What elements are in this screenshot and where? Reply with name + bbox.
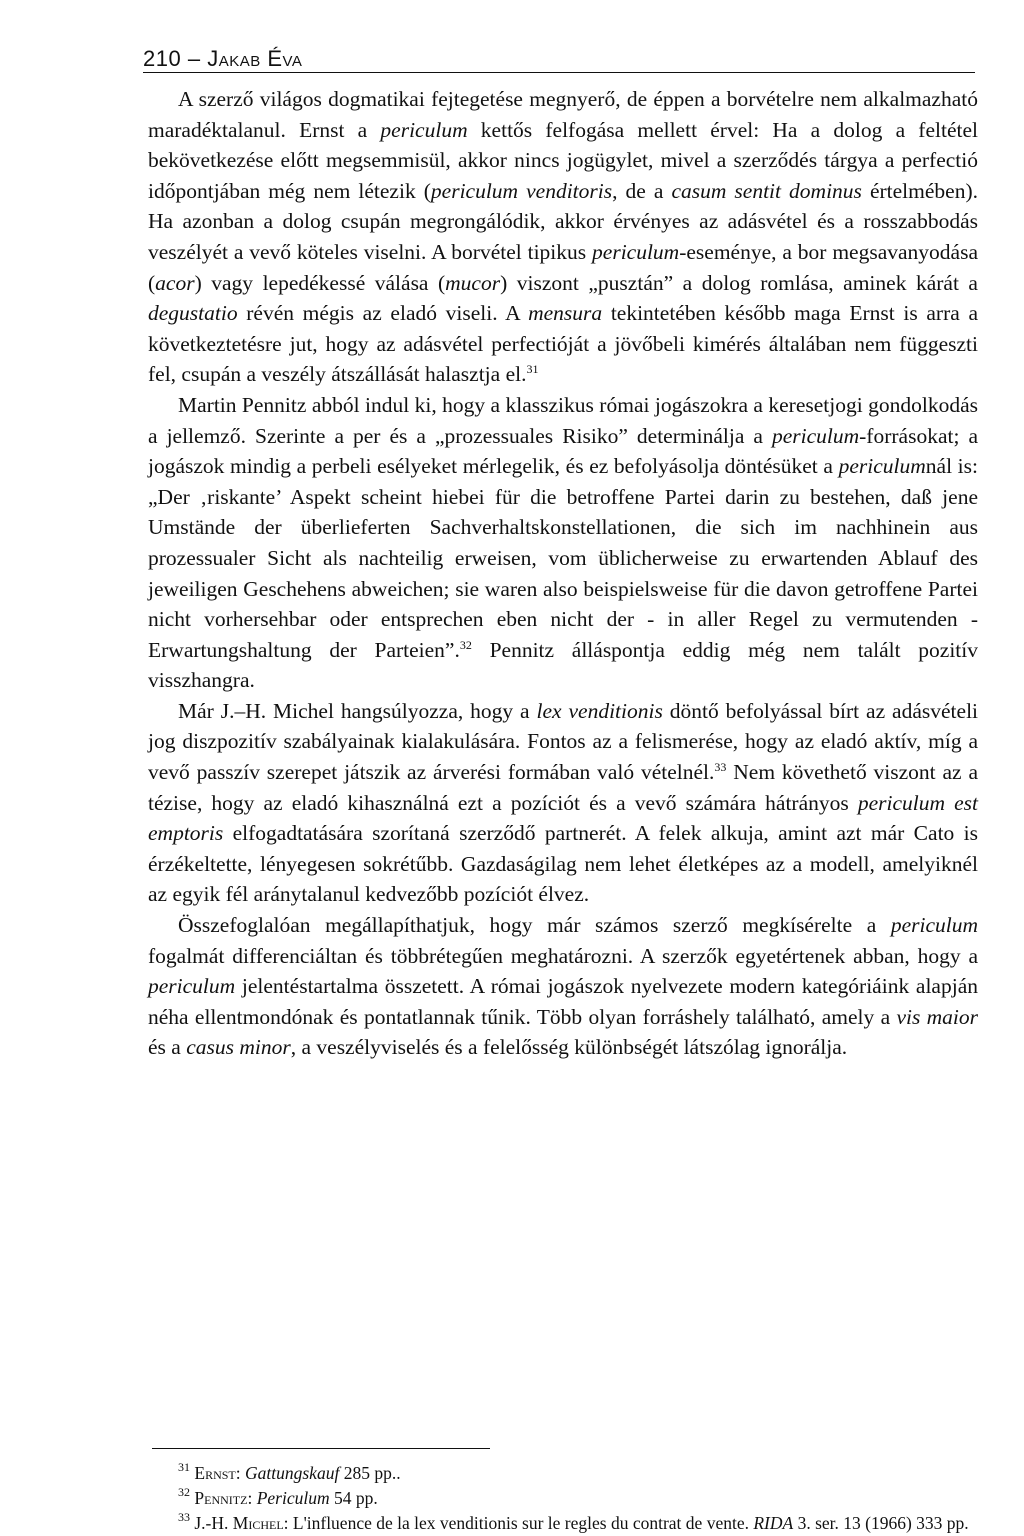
italic-term: periculum [380,117,468,142]
italic-term: periculum venditoris [430,178,613,203]
paragraph [148,910,978,1063]
paragraph [148,696,978,910]
italic-term: periculum [838,454,926,479]
text-run: fogalmát differenciáltan és többrétegűen meghatározni. A szerzők egyetértenek abban, hogy a [148,943,978,968]
text-run: ) viszont „pusztán” a dolog romlása, aminek kárát a [500,270,978,295]
italic-term: mensura [528,301,603,326]
footnote-32 [148,1486,978,1511]
text-run: Pennitz álláspontja eddig még nem talált pozitív visszhangra. [148,637,978,693]
footnote-33 [148,1511,978,1536]
text-run: jelentéstartalma összetett. A római jogászok nyelvezete modern kategóriáink alapján néha ellentmondónak és pontatlannak tűnik. Több olyan forráshely található, amely a [148,974,978,1029]
text-run: J.-H. [190,1513,233,1533]
text-run: Michel [232,1513,284,1533]
running-head-author: Jakab Éva [207,46,303,71]
text-run: , de a [612,178,672,203]
text-run: Már J.–H. Michel hangsúlyozza, hogy a [178,698,537,723]
text-run: , a veszélyviselés és a felelősség különbségét látszólag ignorálja. [290,1035,848,1060]
italic-term: acor [155,270,195,295]
text-run: Ernst [194,1463,236,1483]
text-run: révén mégis az eladó viseli. A [237,301,529,326]
footnote-31 [148,1461,978,1486]
text-run: értelmében). Ha azonban a dolog csupán megrongálódik, akkor érvényes az adásvétel és a rosszabbodás veszélyét a vevő köteles viselni. A borvétel tipikus [148,178,978,264]
footnote-ref: 33 [178,1510,190,1524]
text-run: elfogadtatására szorítaná szerződő partnerét. A felek alkuja, amint azt már Cato is érzékeltette, lényegesen sokrétűbb. Gazdaságilag nem lehet életképes az a modell, amelyiknél az egyik fél aránytalanul kedvezőbb pozíciót élvez. [148,821,978,907]
italic-term: Gattungskauf [245,1463,340,1483]
footnote-ref: 32 [178,1485,190,1499]
text-run: nál is: „Der ‚riskante’ Aspekt scheint hiebei für die betroffene Partei darin zu bestehen, daß jene Umstände der überlieferten Sachverhaltskonstellationen, die sich im nachhinein aus prozessualer Sicht als nachteilig erweisen, vom üblicherweise zu erwartenden Ablauf des jeweiligen Geschehens abweichen; sie waren also beispielsweise für die davon getroffene Partei nicht vorhersehbar oder entsprechen eben nicht der - in aller Regel zu vermutenden - Erwartungshaltung der Parteien”. [148,454,978,662]
italic-term: periculum [890,913,978,938]
text-run: Összefoglalóan megállapíthatjuk, hogy már számos szerző megkísérelte a [178,913,891,938]
text-run: kettős felfogása mellett érvel: Ha a dolog a feltétel bekövetkezése előtt megsemmisül, akkor nincs jogügylet, mivel a szerződés tárgya a perfectió időpontjában még nem létezik ( [148,117,978,203]
page-number: 210 [143,46,182,71]
text-run: : [235,1463,245,1483]
text-run: ) vagy lepedékessé válása ( [194,270,446,295]
running-head [143,46,975,73]
footnote-ref: 33 [714,760,727,775]
italic-term: casum sentit dominus [671,178,862,203]
footnotes [148,1461,978,1536]
text-run: és a [148,1035,187,1060]
text-run: Martin Pennitz abból indul ki, hogy a klasszikus római jogászokra a keresetjogi gondolkodás a jellemző. Szerinte a per és a „prozessuales Risiko” determinálja a [148,392,978,448]
text-run: -forrásokat; a jogászok mindig a perbeli esélyeket mérlegelik, és ez befolyásolja döntésüket a [148,423,978,479]
header-separator: – [181,46,208,71]
italic-term: periculum [148,974,236,999]
text-run: 54 pp. [329,1488,378,1508]
italic-term: lex venditionis [536,698,663,723]
footnote-ref: 31 [526,362,539,377]
italic-term: RIDA [753,1513,794,1533]
body-text [148,84,978,1063]
footnote-ref: 31 [178,1460,190,1474]
text-run: 3. ser. 13 (1966) 333 pp. [793,1513,969,1533]
italic-term: periculum [592,239,680,264]
text-run: : [247,1488,257,1508]
italic-term: vis maior [896,1004,978,1029]
text-run: döntő befolyással bírt az adásvételi jog diszpozitív szabályainak kialakulására. Fontos az a felismerése, hogy az eladó aktív, míg a vevő passzív szerepet játszik az árverési formában való vételnél. [148,698,979,785]
italic-term: Periculum [256,1488,330,1508]
text-run: tekintetében később maga Ernst is arra a következtetésre jut, hogy az adásvétel perfectióját a jövőbeli kimérés általában nem függeszti fel, csupán a veszély átszállását halasztja el. [148,301,978,387]
text-run: -eseménye, a bor megsavanyodása ( [148,239,979,295]
italic-term: degustatio [148,301,238,326]
text-run: A szerző világos dogmatikai fejtegetése megnyerő, de éppen a borvételre nem alkalmazható maradéktalanul. Ernst a [148,87,978,142]
italic-term: casus minor [186,1035,291,1060]
italic-term: mucor [445,270,501,295]
italic-term: periculum [771,423,860,448]
footnote-ref: 32 [459,637,472,652]
text-run: Pennitz [194,1488,248,1508]
text-run: 285 pp.. [339,1463,401,1483]
paragraph [148,84,978,390]
text-run: : L'influence de la lex venditionis sur le regles du contrat de vente. [283,1513,754,1533]
footnote-divider [152,1448,490,1449]
text-run: Nem követhető viszont az a tézise, hogy az eladó kihasználná ezt a pozíciót és a vevő számára hátrányos [148,760,978,815]
paragraph [148,390,978,696]
italic-term: periculum est emptoris [148,790,979,846]
